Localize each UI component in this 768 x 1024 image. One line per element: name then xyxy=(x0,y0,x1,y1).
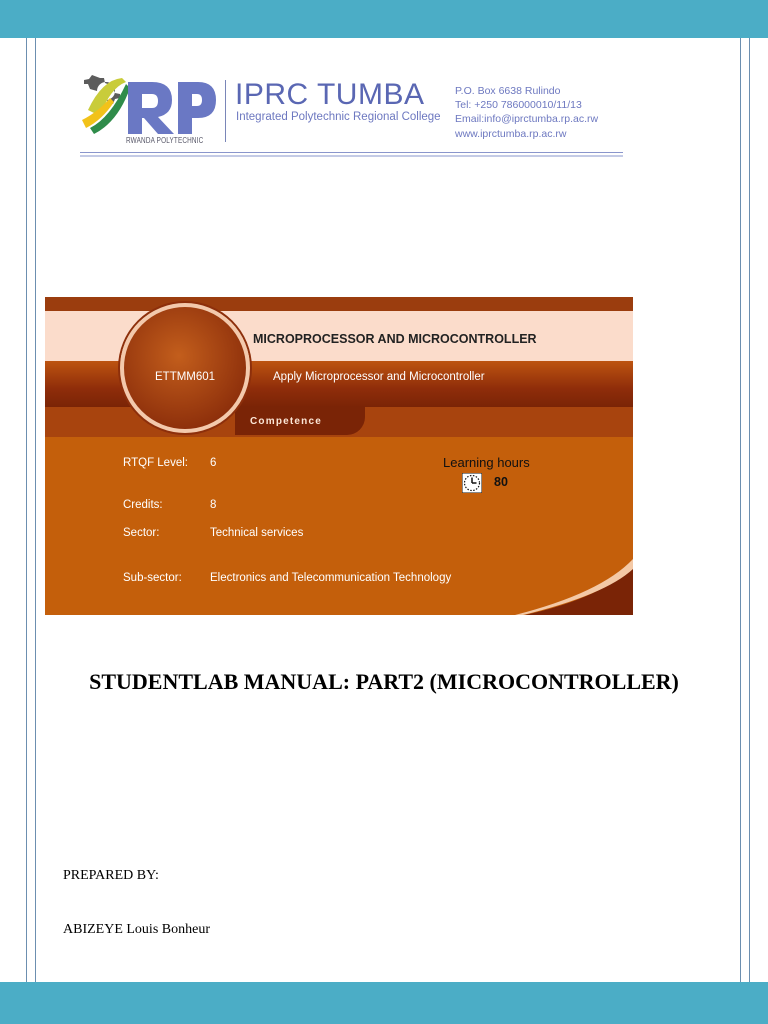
top-frame-bar xyxy=(0,0,768,38)
header-separator xyxy=(225,80,226,142)
subsector-label: Sub-sector: xyxy=(123,572,182,584)
sector-label: Sector: xyxy=(123,527,160,539)
credits-value: 8 xyxy=(210,499,217,511)
org-subtitle: Integrated Polytechnic Regional College xyxy=(236,111,441,123)
letterhead xyxy=(80,70,625,160)
competence-title: Apply Microprocessor and Microcontroller xyxy=(273,371,485,383)
header-rule xyxy=(80,152,623,153)
prepared-by-name: ABIZEYE Louis Bonheur xyxy=(63,922,210,937)
learning-hours-value: 80 xyxy=(494,475,508,489)
module-title: MICROPROCESSOR AND MICROCONTROLLER xyxy=(253,332,537,346)
page-border-right-inner xyxy=(740,38,741,982)
credits-label: Credits: xyxy=(123,499,163,511)
page-border-left-inner xyxy=(35,38,36,982)
contact-address: P.O. Box 6638 Rulindo xyxy=(455,85,561,97)
org-name: IPRC TUMBA xyxy=(235,78,425,111)
contact-website: www.iprctumba.rp.ac.rw xyxy=(455,127,567,140)
learning-hours-label: Learning hours xyxy=(443,455,530,470)
page-border-right-outer xyxy=(749,38,750,982)
competence-label: Competence xyxy=(250,416,323,427)
header-rule-shadow xyxy=(80,155,623,157)
clock-icon xyxy=(462,473,482,493)
document-title: STUDENTLAB MANUAL: PART2 (MICROCONTROLLER) xyxy=(89,669,679,694)
subsector-value: Electronics and Telecommunication Technology xyxy=(210,572,452,584)
contact-phone: Tel: +250 786000010/11/13 xyxy=(455,99,582,112)
page-border-left-outer xyxy=(26,38,27,982)
sector-value: Technical services xyxy=(210,527,304,539)
rtqf-level-value: 6 xyxy=(210,457,217,469)
contact-block xyxy=(455,84,598,141)
module-code: ETTMM601 xyxy=(155,371,216,383)
module-banner xyxy=(45,297,633,615)
rtqf-level-label: RTQF Level: xyxy=(123,457,188,469)
logo-caption: RWANDA POLYTECHNIC xyxy=(126,136,204,145)
bottom-frame-bar xyxy=(0,982,768,1024)
prepared-by-label: PREPARED BY: xyxy=(63,868,159,883)
contact-email: Email:info@iprctumba.rp.ac.rw xyxy=(455,113,599,126)
